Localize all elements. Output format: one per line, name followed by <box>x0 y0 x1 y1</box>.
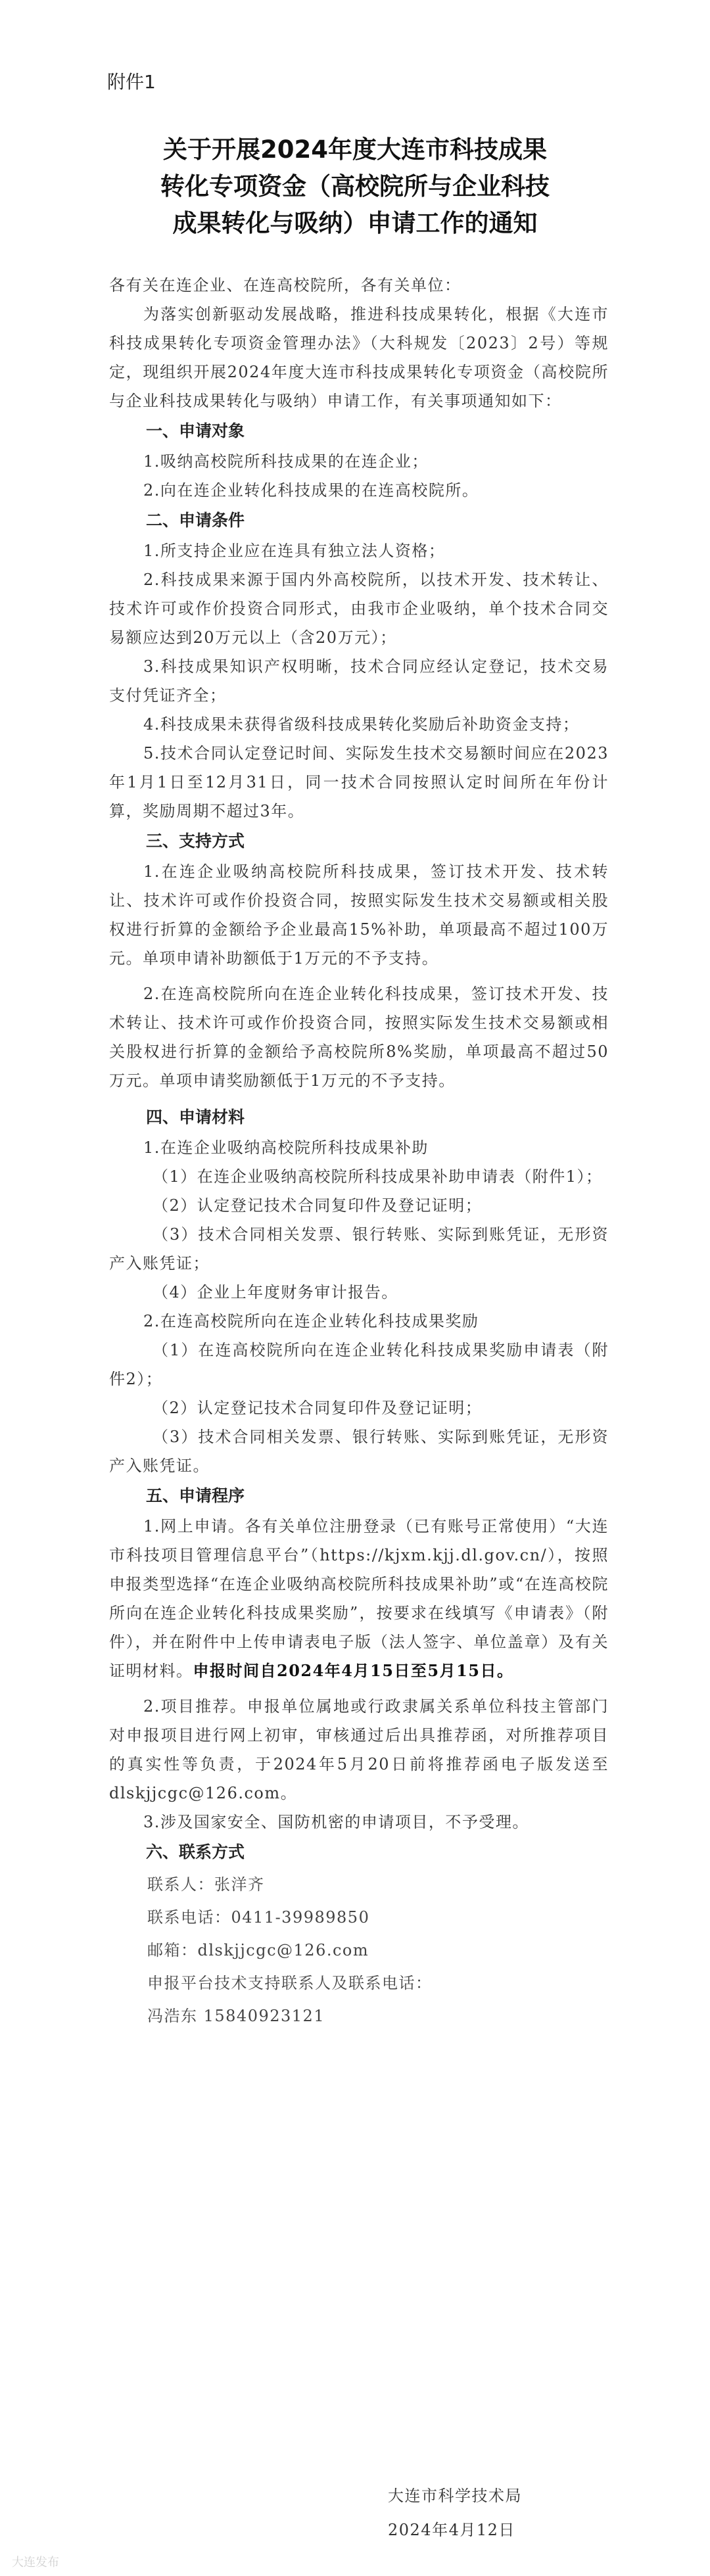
section-heading-2: 二、申请条件 <box>146 511 245 530</box>
document-title <box>131 131 579 242</box>
s5-item-3: 3.涉及国家安全、国防机密的申请项目，不予受理。 <box>143 1813 529 1831</box>
s2-item-2: 2.科技成果来源于国内外高校院所，以技术开发、技术转让、技术许可或作价投资合同形式，由我市企业吸纳，单个技术合同交易额应达到20万元以上（含20万元）； <box>109 571 609 647</box>
s4-sub1-item-1: （1）在连企业吸纳高校院所科技成果补助申请表（附件1）； <box>153 1167 603 1186</box>
section-heading-1: 一、申请对象 <box>146 421 245 440</box>
s4-sub1-item-2: （2）认定登记技术合同复印件及登记证明； <box>153 1196 483 1215</box>
signature-date: 2024年4月12日 <box>388 2521 515 2539</box>
s5-deadline: 申报时间自2024年4月15日至5月15日。 <box>193 1661 514 1680</box>
s5-item-1-text: 1.网上申请。各有关单位注册登录（已有账号正常使用）“大连市科技项目管理信息平台”（https://kjxm.kjj.dl.gov.cn/），按照申报类型选择“在连企业吸纳高校院所科技成果补助”或“在连高校院所向在连企业转化科技成果奖励”，按要求在线填写《申请表》（附件），并在附件中上传申请表电子版（法人签字、单位盖章）及有关证明材料。 <box>109 1517 609 1680</box>
contact-email: 邮箱：dlskjjcgc@126.com <box>147 1941 369 1959</box>
s4-sub2-item-3: （3）技术合同相关发票、银行转账、实际到账凭证，无形资产入账凭证。 <box>109 1428 609 1475</box>
watermark-logo: 大连发布 <box>12 2556 59 2569</box>
s4-sub1-item-4: （4）企业上年度财务审计报告。 <box>153 1283 398 1301</box>
s4-subheading-1: 1.在连企业吸纳高校院所科技成果补助 <box>143 1138 429 1157</box>
title-line-2: 转化专项资金（高校院所与企业科技 <box>160 172 550 200</box>
s4-subheading-2: 2.在连高校院所向在连企业转化科技成果奖励 <box>143 1312 479 1330</box>
section-heading-6: 六、联系方式 <box>146 1842 245 1862</box>
s2-item-5: 5.技术合同认定登记时间、实际发生技术交易额时间应在2023年1月1日至12月31日，同一技术合同按照认定时间所在年份计算，奖励周期不超过3年。 <box>109 744 609 820</box>
signature-org: 大连市科学技术局 <box>388 2487 522 2505</box>
s4-sub1-item-3: （3）技术合同相关发票、银行转账、实际到账凭证，无形资产入账凭证； <box>109 1225 609 1273</box>
document-body <box>109 271 609 2032</box>
title-line-1: 关于开展2024年度大连市科技成果 <box>163 135 547 164</box>
s1-item-2: 2.向在连企业转化科技成果的在连高校院所。 <box>143 481 479 500</box>
annex-label: 附件1 <box>107 71 156 93</box>
tech-support-contact: 冯浩东 15840923121 <box>147 2007 325 2025</box>
section-heading-4: 四、申请材料 <box>146 1108 245 1127</box>
s4-sub2-item-2: （2）认定登记技术合同复印件及登记证明； <box>153 1399 483 1417</box>
section-heading-3: 三、支持方式 <box>146 831 245 851</box>
intro-paragraph: 为落实创新驱动发展战略，推进科技成果转化，根据《大连市科技成果转化专项资金管理办法》（大科规发〔2023〕2号）等规定，现组织开展2024年度大连市科技成果转化专项资金（高校院所与企业科技成果转化与吸纳）申请工作，有关事项通知如下： <box>109 305 609 410</box>
s3-item-1: 1.在连企业吸纳高校院所科技成果，签订技术开发、技术转让、技术许可或作价投资合同，按照实际发生技术交易额或相关股权进行折算的金额给予企业最高15%补助，单项最高不超过100万元。单项申请补助额低于1万元的不予支持。 <box>109 862 609 968</box>
s2-item-3: 3.科技成果知识产权明晰，技术合同应经认定登记，技术交易支付凭证齐全； <box>109 657 609 705</box>
contact-phone: 联系电话：0411-39989850 <box>147 1908 370 1927</box>
s1-item-1: 1.吸纳高校院所科技成果的在连企业； <box>143 452 429 471</box>
contact-person: 联系人：张洋齐 <box>147 1875 265 1894</box>
title-line-3: 成果转化与吸纳）申请工作的通知 <box>172 209 538 237</box>
s2-item-4: 4.科技成果未获得省级科技成果转化奖励后补助资金支持； <box>143 715 580 734</box>
tech-support-label: 申报平台技术支持联系人及联系电话： <box>147 1974 433 1992</box>
s3-item-2: 2.在连高校院所向在连企业转化科技成果，签订技术开发、技术转让、技术许可或作价投资合同，按照实际发生技术交易额或相关股权进行折算的金额给予高校院所8%奖励，单项最高不超过50万元。单项申请奖励额低于1万元的不予支持。 <box>109 985 609 1090</box>
s2-item-1: 1.所支持企业应在连具有独立法人资格； <box>143 542 446 560</box>
greeting: 各有关在连企业、在连高校院所，各有关单位： <box>109 276 462 294</box>
s5-item-2: 2.项目推荐。申报单位属地或行政隶属关系单位科技主管部门对申报项目进行网上初审，审核通过后出具推荐函，对所推荐项目的真实性等负责，于2024年5月20日前将推荐函电子版发送至dlskjjcgc@126.com。 <box>109 1697 609 1802</box>
s4-sub2-item-1: （1）在连高校院所向在连企业转化科技成果奖励申请表（附件2）； <box>109 1341 609 1388</box>
s5-item-1 <box>109 1512 609 1685</box>
section-heading-5: 五、申请程序 <box>146 1486 245 1505</box>
